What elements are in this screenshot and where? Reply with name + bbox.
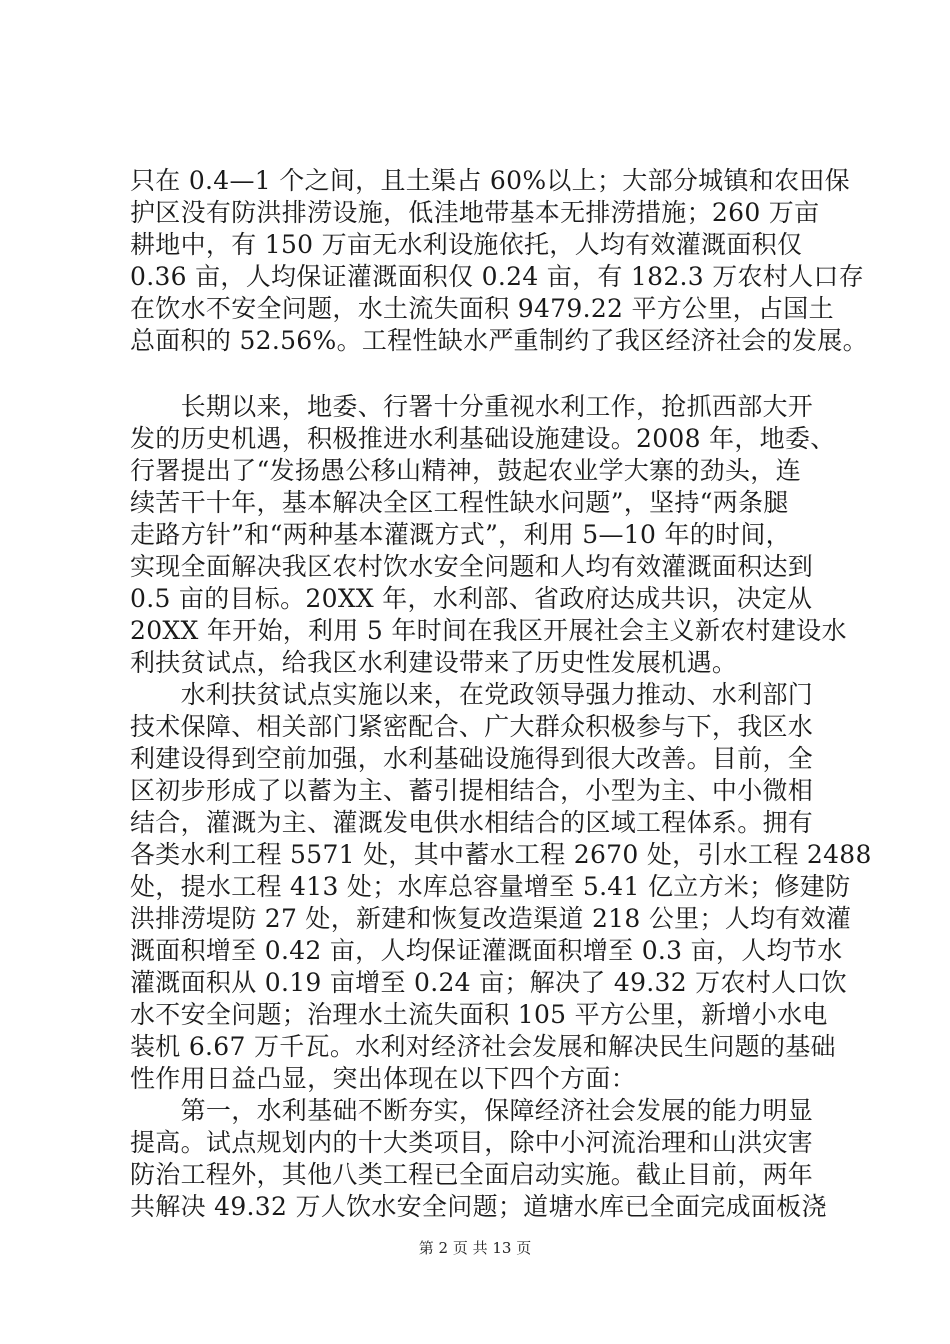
- text-line: 0.36 亩，人均保证灌溉面积仅 0.24 亩，有 182.3 万农村人口存: [130, 262, 865, 291]
- text-line: 溉面积增至 0.42 亩，人均保证灌溉面积增至 0.3 亩，人均节水: [130, 936, 843, 965]
- text-line: 共解决 49.32 万人饮水安全问题；道塘水库已全面完成面板浇: [130, 1192, 827, 1221]
- text-line: 提高。试点规划内的十大类项目，除中小河流治理和山洪灾害: [130, 1128, 814, 1157]
- text-line: 续苦干十年，基本解决全区工程性缺水问题”，坚持“两条腿: [130, 488, 789, 517]
- text-line: 装机 6.67 万千瓦。水利对经济社会发展和解决民生问题的基础: [130, 1032, 836, 1061]
- text-line: 水利扶贫试点实施以来，在党政领导强力推动、水利部门: [130, 680, 814, 709]
- text-line: 行署提出了“发扬愚公移山精神，鼓起农业学大寨的劲头，连: [130, 456, 801, 485]
- text-line: 护区没有防洪排涝设施，低洼地带基本无排涝措施；260 万亩: [130, 198, 820, 227]
- text-line: 20XX 年开始，利用 5 年时间在我区开展社会主义新农村建设水: [130, 616, 847, 645]
- text-line: 实现全面解决我区农村饮水安全问题和人均有效灌溉面积达到: [130, 552, 814, 581]
- paragraph-gap: [130, 357, 838, 391]
- text-line: 耕地中，有 150 万亩无水利设施依托，人均有效灌溉面积仅: [130, 230, 803, 259]
- text-line: 技术保障、相关部门紧密配合、广大群众积极参与下，我区水: [130, 712, 814, 741]
- text-line: 处，提水工程 413 处；水库总容量增至 5.41 亿立方米；修建防: [130, 872, 851, 901]
- text-line: 长期以来，地委、行署十分重视水利工作，抢抓西部大开: [130, 392, 814, 421]
- text-line: 性作用日益凸显，突出体现在以下四个方面：: [130, 1064, 637, 1093]
- text-line: 总面积的 52.56%。工程性缺水严重制约了我区经济社会的发展。: [130, 326, 868, 355]
- document-body: [130, 165, 872, 1223]
- text-line: 利建设得到空前加强，水利基础设施得到很大改善。目前，全: [130, 744, 814, 773]
- text-line: 只在 0.4—1 个之间，且土渠占 60%以上；大部分城镇和农田保: [130, 166, 850, 195]
- text-line: 洪排涝堤防 27 处，新建和恢复改造渠道 218 公里；人均有效灌: [130, 904, 852, 933]
- text-line: 灌溉面积从 0.19 亩增至 0.24 亩；解决了 49.32 万农村人口饮: [130, 968, 847, 997]
- page-footer: 第 2 页 共 13 页: [418, 1239, 532, 1257]
- text-line: 各类水利工程 5571 处，其中蓄水工程 2670 处，引水工程 2488: [130, 840, 872, 869]
- text-line: 结合，灌溉为主、灌溉发电供水相结合的区域工程体系。拥有: [130, 808, 814, 837]
- text-line: 走路方针”和“两种基本灌溉方式”，利用 5—10 年的时间，: [130, 520, 791, 549]
- text-line: 防治工程外，其他八类工程已全面启动实施。截止目前，两年: [130, 1160, 814, 1189]
- text-line: 水不安全问题；治理水土流失面积 105 平方公里，新增小水电: [130, 1000, 828, 1029]
- text-line: 0.5 亩的目标。20XX 年，水利部、省政府达成共识，决定从: [130, 584, 813, 613]
- text-line: 发的历史机遇，积极推进水利基础设施建设。2008 年，地委、: [130, 424, 836, 453]
- text-line: 区初步形成了以蓄为主、蓄引提相结合，小型为主、中小微相: [130, 776, 814, 805]
- text-line: 第一，水利基础不断夯实，保障经济社会发展的能力明显: [130, 1096, 814, 1125]
- text-line: 在饮水不安全问题，水土流失面积 9479.22 平方公里，占国土: [130, 294, 834, 323]
- text-line: 利扶贫试点，给我区水利建设带来了历史性发展机遇。: [130, 648, 738, 677]
